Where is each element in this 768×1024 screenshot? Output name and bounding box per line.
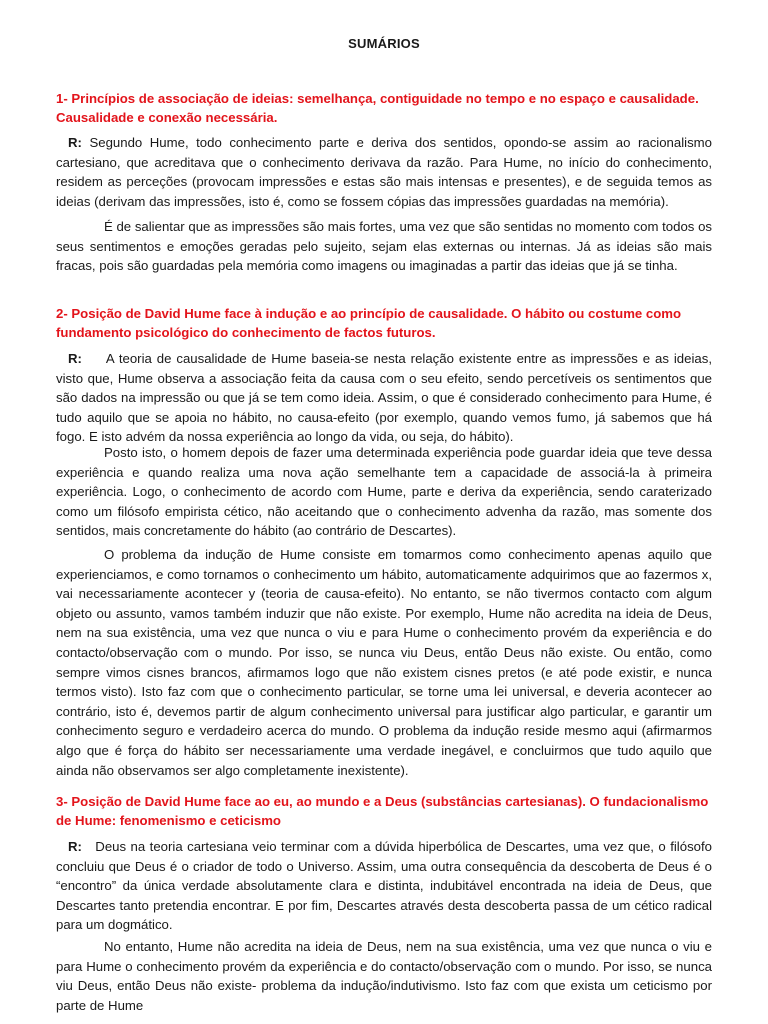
section-3-paragraph-2-text: No entanto, Hume não acredita na ideia de Deus, nem na sua existência, uma vez que nunca o viu e para Hume o conhecimento provém da experiência e do contacto/observação com o mundo. Por isso, se nunca viu Deus, então Deus não existe- problema da indução/indutivismo. Isto faz com que exista um ceticismo por parte de Hume (56, 939, 712, 1013)
section-1-paragraph-2-text: É de salientar que as impressões são mais fortes, uma vez que são sentidas no momento com todos os seus sentimentos e emoções geradas pelo sujeito, sejam elas externas ou internas. Já as ideias são mais fracas, pois são guardadas pela memória como imagens ou imaginadas a partir das ideias que já se tinha. (56, 219, 712, 274)
section-1-answer-label: R: (68, 135, 82, 150)
section-2-paragraph-3-text: O problema da indução de Hume consiste em tomarmos como conhecimento apenas aquilo que experienciamos, e como tornamos o conhecimento um hábito, automaticamente adquirimos que ao fazermos x, vai necessariamente acontecer y (teoria de causa-efeito). No entanto, se não tivermos contacto com algum objeto ou assunto, vamos também induzir que não existe. Por exemplo, Hume não acredita na ideia de Deus, nem na sua existência, uma vez que nunca o viu e para Hume o conhecimento provém da experiência e do contacto/observação com o mundo. Por isso, se nunca viu Deus, então Deus não existe. Ou então, como sempre vimos cisnes brancos, afirmamos logo que não existem cisnes pretos (e até pode existir, e nunca termos visto). Isto faz com que o conhecimento particular, se torne uma lei universal, e deveria acontecer ao contrário, isto é, devemos partir de algum conhecimento universal para justificar algo particular, e garantir um conhecimento seguro e verdadeiro acerca do mundo. O problema da indução reside mesmo aqui (afirmarmos algo que é força do hábito ser necessariamente uma verdade inegável, e concluirmos que tudo aquilo que ainda não observamos ser algo completamente inexistente). (56, 547, 712, 778)
section-1-paragraph-1-text: Segundo Hume, todo conhecimento parte e deriva dos sentidos, opondo-se assim ao racionalismo cartesiano, que acreditava que o conhecimento derivava da razão. Para Hume, no início do conhecimento, residem as perceções (provocam impressões e estas são mais intensas e presentes), e de seguida temos as ideias (derivam das impressões, isto é, como se fossem cópias das impressões guardadas na memória). (56, 135, 712, 209)
section-1-paragraph-1 (56, 133, 712, 211)
section-3-heading: 3- Posição de David Hume face ao eu, ao mundo e a Deus (substâncias cartesianas). O fundacionalismo de Hume: fenomenismo e ceticismo (56, 794, 709, 828)
section-3-paragraph-2 (56, 937, 712, 1015)
section-3-paragraph-1-text: Deus na teoria cartesiana veio terminar com a dúvida hiperbólica de Descartes, uma vez que, o filósofo concluiu que Deus é o criador de todo o Universo. Assim, uma outra consequência da descoberta de Deus é o “encontro” da única verdade absolutamente clara e distinta, indubitável encontrada na ideia de Deus, que Descartes tanto pretendia encontrar. E por fim, Descartes através desta descoberta passa de um cético radical para um dogmático. (56, 839, 712, 933)
section-3-paragraph-1 (56, 837, 712, 935)
document-title: SUMÁRIOS (348, 36, 420, 51)
section-2-paragraph-3 (56, 545, 712, 780)
section-1-paragraph-2 (56, 217, 712, 276)
section-2-paragraph-2-text: Posto isto, o homem depois de fazer uma determinada experiência pode guardar ideia que teve dessa experiência e quando realiza uma nova ação semelhante tem a capacidade de associá-la à primeira experiência. Logo, o conhecimento de acordo com Hume, parte e deriva da experiência, sendo caraterizado como um filósofo empirista cético, não aceitando que o conhecimento advenha da razão, mas somente dos sentidos, mais concretamente do hábito (ao contrário de Descartes). (56, 445, 712, 539)
section-1-heading: 1- Princípios de associação de ideias: semelhança, contiguidade no tempo e no espaço e causalidade. Causalidade e conexão necessária. (56, 91, 699, 125)
section-2-paragraph-1-text: A teoria de causalidade de Hume baseia-se nesta relação existente entre as impressões e as ideias, visto que, Hume observa a associação feita da causa com o seu efeito, sendo percetíveis os sentimentos que são dados na impressão ou que já se tem como ideia. Assim, o que é considerado conhecimento para Hume, é tudo aquilo que se apoia no hábito, no causa-efeito (por exemplo, quando vemos fumo, já sabemos que há fogo. E isto advém da nossa experiência ao longo da vida, ou seja, do hábito). (56, 351, 713, 445)
section-2-heading: 2- Posição de David Hume face à indução e ao princípio de causalidade. O hábito ou costume como fundamento psicológico do conhecimento de factos futuros. (56, 306, 682, 340)
section-2-paragraph-2 (56, 443, 712, 541)
section-2-answer-label: R: (68, 351, 82, 366)
section-2-paragraph-1 (56, 349, 712, 447)
section-3-answer-label: R: (68, 839, 82, 854)
